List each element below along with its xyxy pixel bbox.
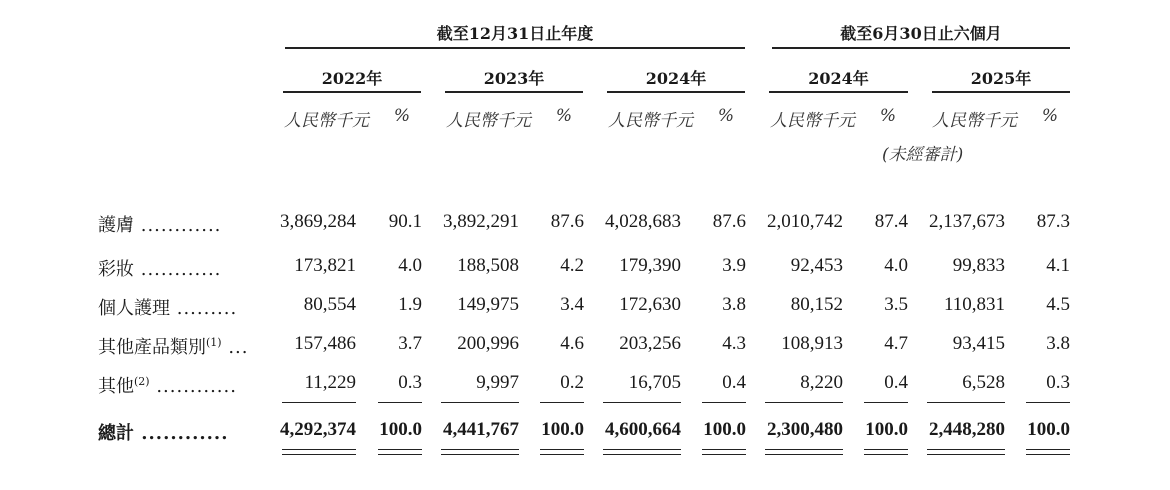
unit-pct-2025-h1: % [1041,106,1059,126]
subtotal-rule [282,402,356,403]
table-cell-pct: 0.4 [722,372,746,393]
unit-rmb-2024-h1: 人民幣千元 [770,111,855,131]
table-cell-rmb: 9,997 [476,372,519,393]
leader-dots: ............ [149,376,237,397]
unaudited-note: (未經審計) [882,145,964,165]
table-cell-pct: 3.4 [560,294,584,315]
header-group-six-months: 截至6月30日止六個月 [840,24,1002,43]
table-cell-rmb: 110,831 [943,294,1005,315]
total-double-rule [540,449,584,450]
total-cell-rmb: 4,292,374 [280,419,356,440]
footnote-marker: (2) [134,375,150,388]
unit-rmb-2025-h1: 人民幣千元 [932,111,1017,131]
total-double-rule [765,449,843,450]
table-cell-rmb: 3,892,291 [443,211,519,232]
unit-rmb-2023: 人民幣千元 [446,111,531,131]
total-cell-pct: 100.0 [1027,419,1070,440]
total-cell-pct: 100.0 [703,419,746,440]
table-cell-pct: 4.7 [884,333,908,354]
total-double-rule [1026,454,1070,455]
group-six-months-rule [772,47,1070,49]
total-double-rule [702,454,746,455]
row-label [98,211,221,237]
table-cell-pct: 3.5 [884,294,908,315]
table-cell-pct: 3.9 [722,255,746,276]
table-cell-rmb: 188,508 [457,255,519,276]
subtotal-rule [1026,402,1070,403]
table-cell-rmb: 157,486 [294,333,356,354]
table-cell-pct: 3.8 [722,294,746,315]
total-cell-rmb: 2,300,480 [767,419,843,440]
unit-rmb-2024: 人民幣千元 [608,111,693,131]
total-double-rule [441,454,519,455]
year-rule-2024-h1 [769,91,908,93]
table-cell-rmb: 80,152 [790,294,843,315]
table-cell-rmb: 92,453 [790,255,843,276]
total-cell-rmb: 2,448,280 [929,419,1005,440]
total-double-rule [282,454,356,455]
total-cell-pct: 100.0 [379,419,422,440]
subtotal-rule [441,402,519,403]
total-cell-rmb: 4,600,664 [605,419,681,440]
table-cell-rmb: 179,390 [619,255,681,276]
table-cell-pct: 3.8 [1046,333,1070,354]
table-cell-pct: 87.6 [550,211,584,232]
unit-rmb-2022: 人民幣千元 [284,111,369,131]
row-label-text: 其他產品類別 [98,337,206,358]
total-double-rule [603,449,681,450]
subtotal-rule [378,402,422,403]
table-cell-pct: 0.3 [398,372,422,393]
leader-dots: ... [221,337,249,358]
total-double-rule [702,449,746,450]
table-cell-pct: 4.0 [398,255,422,276]
leader-dots: ............ [134,259,222,280]
unit-pct-2024: % [717,106,735,126]
table-cell-pct: 87.3 [1036,211,1070,232]
year-rule-2024 [607,91,745,93]
table-cell-pct: 4.3 [722,333,746,354]
unit-pct-2022: % [393,106,411,126]
year-header-2022: 2022年 [321,69,383,88]
row-label-text: 其他 [98,376,134,397]
unit-pct-2023: % [555,106,573,126]
total-double-rule [864,454,908,455]
subtotal-rule [603,402,681,403]
table-cell-pct: 0.3 [1046,372,1070,393]
year-rule-2025-h1 [932,91,1070,93]
total-double-rule [927,454,1005,455]
table-cell-rmb: 2,010,742 [767,211,843,232]
total-double-rule [765,454,843,455]
total-double-rule [603,454,681,455]
row-label [98,255,221,281]
total-cell-rmb: 4,441,767 [443,419,519,440]
table-cell-rmb: 108,913 [781,333,843,354]
leader-dots: ......... [170,298,238,319]
table-cell-rmb: 11,229 [304,372,356,393]
year-rule-2022 [283,91,421,93]
row-label [98,333,248,359]
table-cell-rmb: 203,256 [619,333,681,354]
table-cell-rmb: 2,137,673 [929,211,1005,232]
row-label-text: 護膚 [98,215,134,236]
subtotal-rule [864,402,908,403]
table-cell-pct: 3.7 [398,333,422,354]
table-cell-rmb: 149,975 [457,294,519,315]
total-double-rule [282,449,356,450]
subtotal-rule [702,402,746,403]
unit-pct-2024-h1: % [879,106,897,126]
row-label [98,372,237,398]
table-cell-pct: 4.5 [1046,294,1070,315]
total-double-rule [378,449,422,450]
table-cell-rmb: 6,528 [962,372,1005,393]
year-header-2023: 2023年 [483,69,545,88]
table-cell-pct: 4.1 [1046,255,1070,276]
total-double-rule [441,449,519,450]
table-cell-pct: 87.4 [874,211,908,232]
table-cell-pct: 4.0 [884,255,908,276]
subtotal-rule [540,402,584,403]
table-cell-pct: 0.2 [560,372,584,393]
year-header-2025-h1: 2025年 [970,69,1032,88]
total-double-rule [378,454,422,455]
row-label-text: 彩妝 [98,259,134,280]
leader-dots: ............ [134,215,222,236]
year-header-2024-h1: 2024年 [808,69,869,88]
subtotal-rule [765,402,843,403]
table-cell-rmb: 93,415 [952,333,1005,354]
table-cell-rmb: 80,554 [303,294,356,315]
year-rule-2023 [445,91,583,93]
total-double-rule [927,449,1005,450]
total-double-rule [1026,449,1070,450]
table-cell-rmb: 3,869,284 [280,211,356,232]
header-group-annual: 截至12月31日止年度 [436,24,594,43]
row-label-text: 總計 [98,423,134,444]
table-cell-pct: 0.4 [884,372,908,393]
group-annual-rule [285,47,745,49]
footnote-marker: (1) [206,336,222,349]
table-cell-pct: 4.6 [560,333,584,354]
table-cell-rmb: 200,996 [457,333,519,354]
total-double-rule [540,454,584,455]
table-cell-rmb: 172,630 [619,294,681,315]
table-cell-rmb: 99,833 [952,255,1005,276]
table-cell-pct: 87.6 [712,211,746,232]
total-cell-pct: 100.0 [865,419,908,440]
table-cell-pct: 1.9 [398,294,422,315]
subtotal-rule [927,402,1005,403]
table-cell-rmb: 8,220 [800,372,843,393]
table-cell-pct: 90.1 [388,211,422,232]
total-cell-pct: 100.0 [541,419,584,440]
table-cell-rmb: 4,028,683 [605,211,681,232]
row-label-text: 個人護理 [98,298,170,319]
total-row-label [98,419,228,445]
table-cell-rmb: 173,821 [294,255,356,276]
row-label [98,294,237,320]
table-cell-pct: 4.2 [560,255,584,276]
year-header-2024: 2024年 [645,69,707,88]
total-double-rule [864,449,908,450]
leader-dots: ............ [134,423,229,444]
table-cell-rmb: 16,705 [628,372,681,393]
